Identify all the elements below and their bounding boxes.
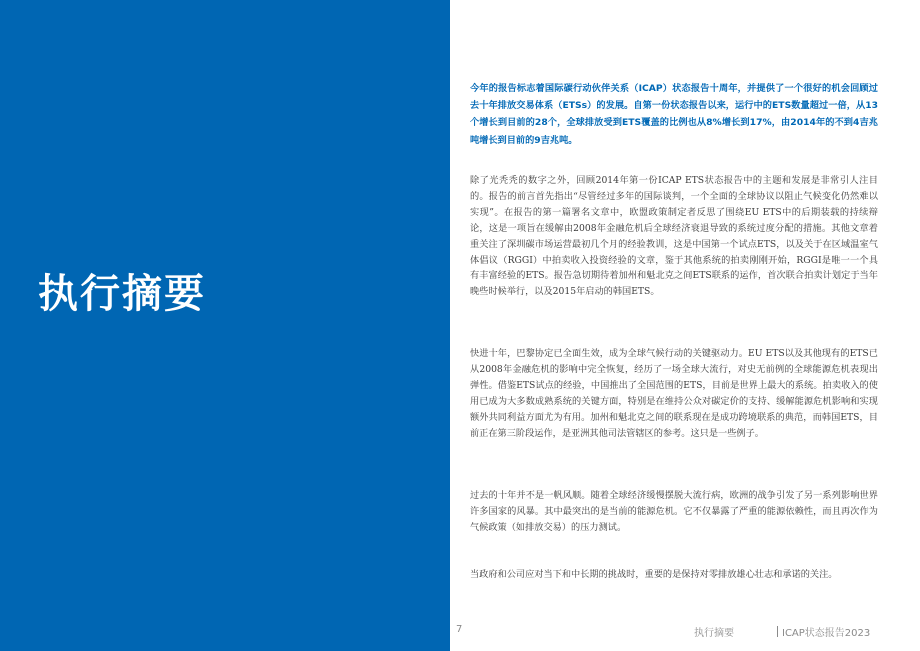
page-footer xyxy=(0,624,920,640)
footer-section-title: 执行摘要 xyxy=(694,628,734,639)
page-number: 7 xyxy=(456,624,463,635)
footer-report-title: ICAP状态报告2023 xyxy=(782,628,871,639)
body-paragraph-2: 快进十年，巴黎协定已全面生效，成为全球气候行动的关键驱动力。EU ETS以及其他现有的ETS已从2008年金融危机的影响中完全恢复，经历了一场全球大流行，对史无前例的全球能源危机表现出弹性。借鉴ETS试点的经验，中国推出了全国范围的ETS，目前是世界上最大的系统。拍卖收入的使用已成为大多数成熟系统的关键方面，特别是在维持公众对碳定价的支持、缓解能源危机影响和实现额外共同利益方面尤为有用。加州和魁北克之间的联系现在是成功跨境联系的典范，而韩国ETS，目前正在第三阶段运作，是亚洲其他司法管辖区的参考。这只是一些例子。 xyxy=(470,348,878,439)
section-title: 执行摘要 xyxy=(38,271,206,317)
cover-blue-panel xyxy=(0,0,450,651)
body-paragraph-3: 过去的十年并不是一帆风顺。随着全球经济缓慢摆脱大流行病，欧洲的战争引发了另一系列影响世界许多国家的风暴。其中最突出的是当前的能源危机。它不仅暴露了严重的能源依赖性，而且再次作为气候政策（如排放交易）的压力测试。 xyxy=(470,490,878,533)
lead-paragraph: 今年的报告标志着国际碳行动伙伴关系（ICAP）状态报告十周年，并提供了一个很好的机会回顾过去十年排放交易体系（ETSs）的发展。自第一份状态报告以来，运行中的ETS数量超过一倍，从13个增长到目前的28个，全球排放受到ETS覆盖的比例也从8%增长到17%，由2014年的不到4吉兆吨增长到目前的9吉兆吨。 xyxy=(470,83,878,146)
body-paragraph-4: 当政府和公司应对当下和中长期的挑战时，重要的是保持对零排放雄心壮志和承诺的关注。 xyxy=(470,569,838,580)
body-paragraph-1: 除了光秃秃的数字之外，回顾2014年第一份ICAP ETS状态报告中的主题和发展是非常引人注目的。报告的前言首先指出“尽管经过多年的国际谈判，一个全面的全球协议以阻止气候变化仍然难以实现”。在报告的第一篇署名文章中，欧盟政策制定者反思了围绕EU ETS中的后期装载的持续辩论，这是一项旨在缓解由2008年金融危机后全球经济衰退导致的系统过度分配的措施。其他文章着重关注了深圳碳市场运营最初几个月的经验教训，这是中国第一个试点ETS，以及关于在区域温室气体倡议（RGGI）中拍卖收入投资经验的文章，鉴于其他系统的拍卖刚刚开始，RGGI是唯一一个具有丰富经验的ETS。报告急切期待着加州和魁北克之间ETS联系的运作，首次联合拍卖计划定于当年晚些时候举行，以及2015年启动的韩国ETS。 xyxy=(470,175,878,298)
footer-divider xyxy=(777,626,778,637)
